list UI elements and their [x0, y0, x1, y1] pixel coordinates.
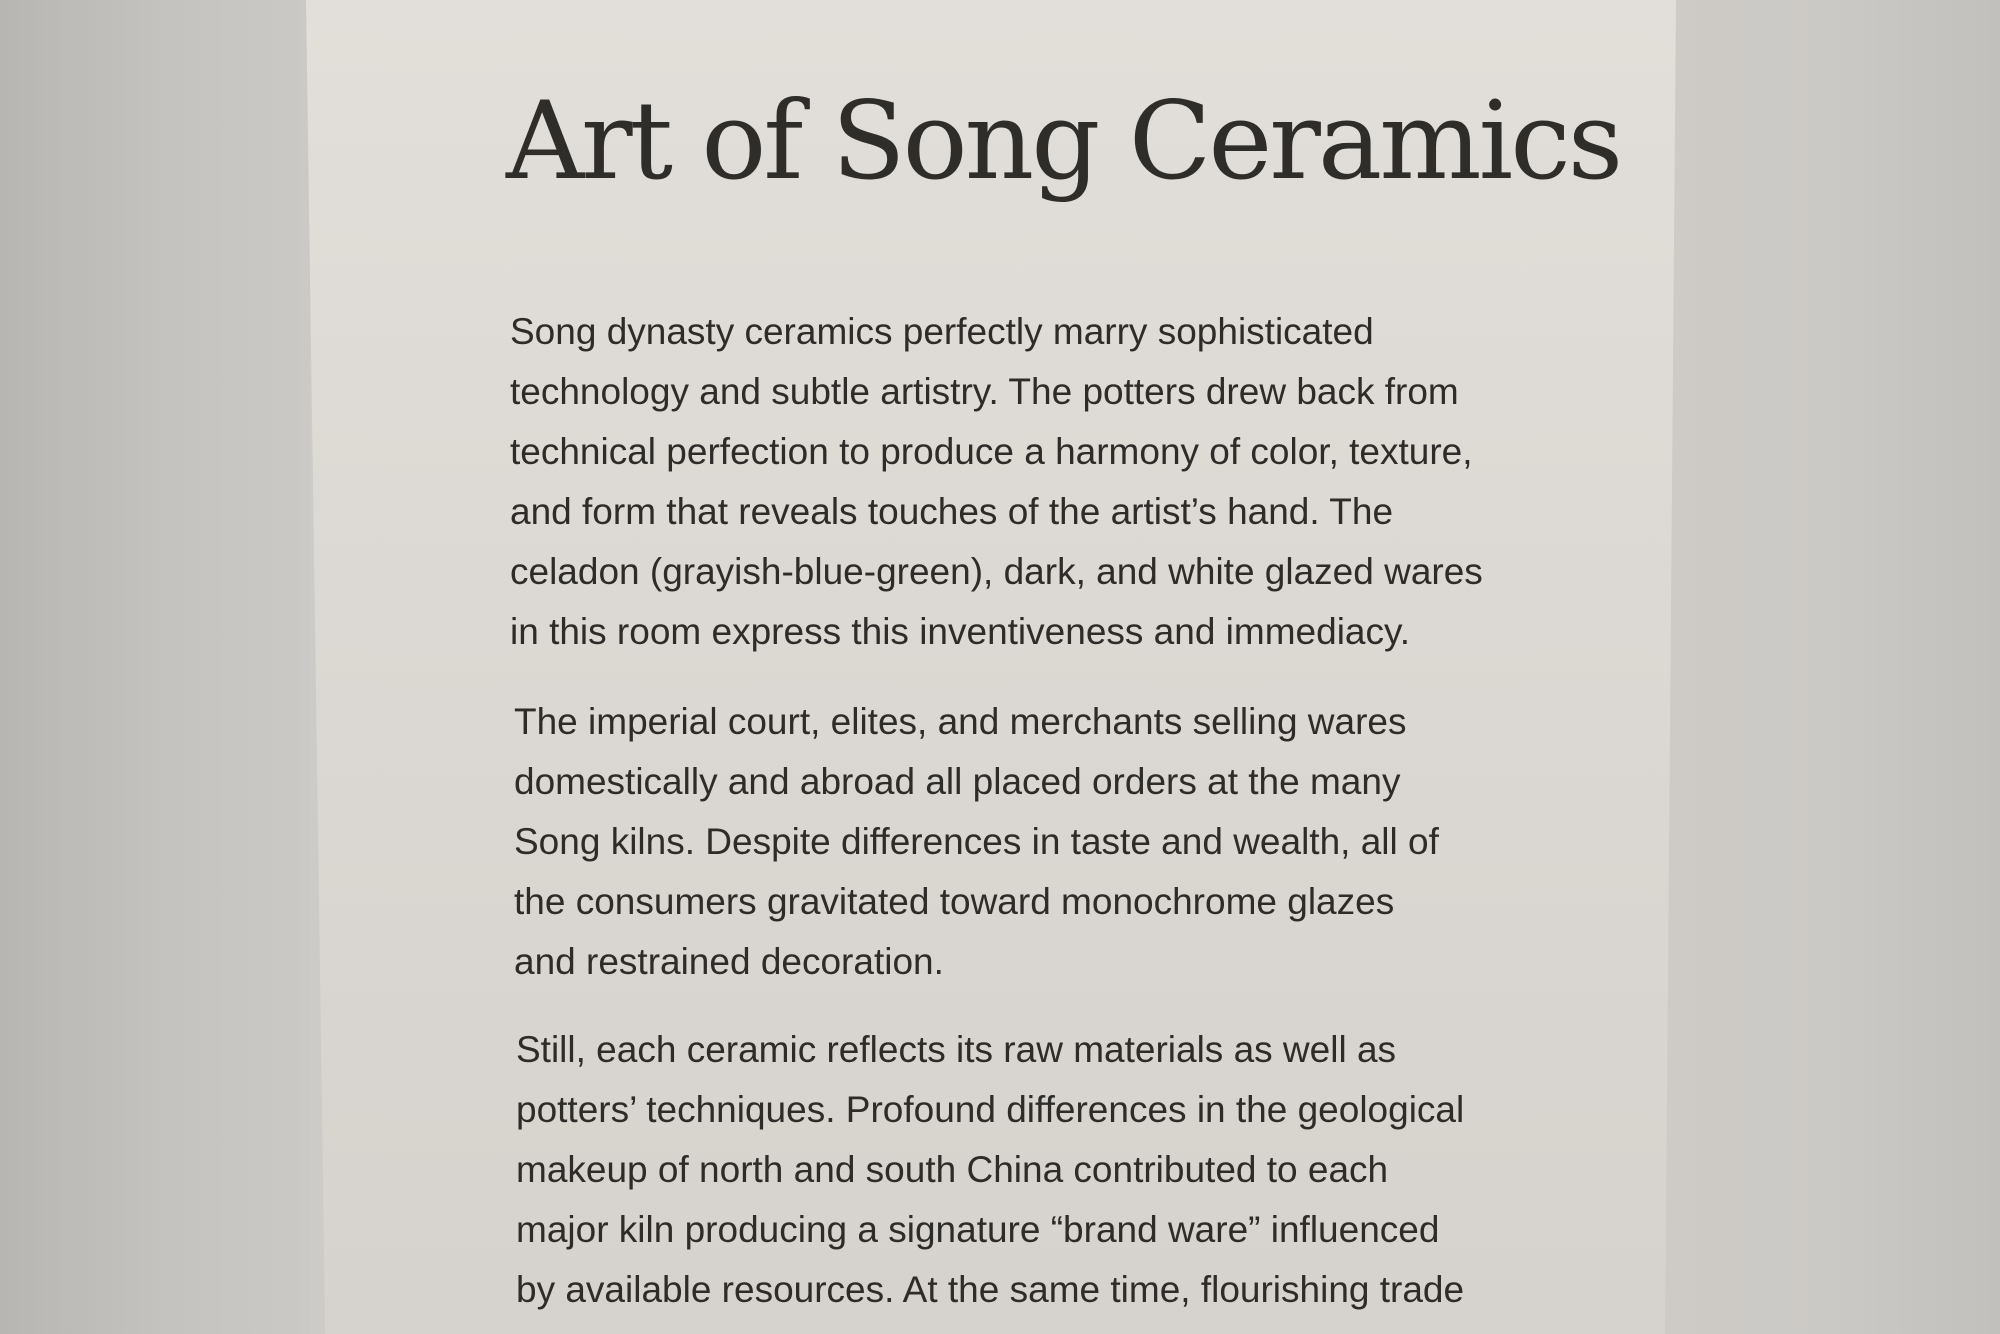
paragraph-1: [510, 302, 1510, 662]
paragraph-line: and restrained decoration.: [514, 941, 944, 982]
paragraph-line: celadon (grayish-blue-green), dark, and white glazed wares: [510, 551, 1483, 592]
paragraph-line: technical perfection to produce a harmony of color, texture,: [510, 431, 1473, 472]
paragraph-2: [514, 692, 1514, 992]
paragraph-line: the consumers gravitated toward monochrome glazes: [514, 881, 1395, 922]
paragraph-line: domestically and abroad all placed orders at the many: [514, 761, 1401, 802]
paragraph-line: by available resources. At the same time, flourishing trade: [516, 1269, 1465, 1310]
paragraph-line: makeup of north and south China contributed to each: [516, 1149, 1389, 1190]
paragraph-line: The imperial court, elites, and merchants selling wares: [514, 701, 1407, 742]
paragraph-line: technology and subtle artistry. The potters drew back from: [510, 371, 1459, 412]
paragraph-line: major kiln producing a signature “brand ware” influenced: [516, 1209, 1440, 1250]
paragraph-3: [516, 1020, 1516, 1320]
paragraph-line: potters’ techniques. Profound differences in the geological: [516, 1089, 1465, 1130]
paragraph-line: Song kilns. Despite differences in taste and wealth, all of: [514, 821, 1439, 862]
panel-title: Art of Song Ceramics: [506, 79, 1621, 204]
wall-right: [1665, 0, 2000, 1334]
paragraph-line: Song dynasty ceramics perfectly marry sophisticated: [510, 311, 1374, 352]
paragraph-line: and form that reveals touches of the artist’s hand. The: [510, 491, 1394, 532]
paragraph-line: in this room express this inventiveness and immediacy.: [510, 611, 1411, 652]
paragraph-line: Still, each ceramic reflects its raw materials as well as: [516, 1029, 1397, 1070]
wall-left: [0, 0, 310, 1334]
